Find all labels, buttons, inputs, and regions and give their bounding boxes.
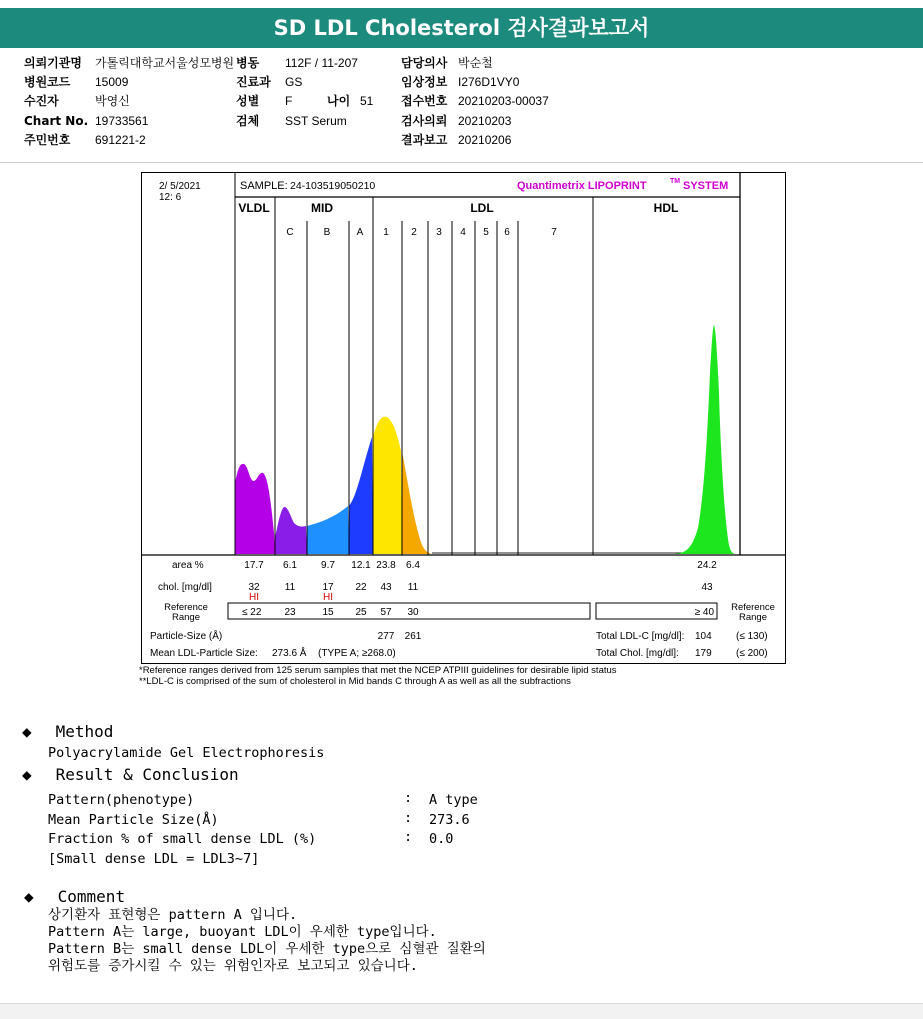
patient-name-label: 수진자 [24, 94, 59, 108]
sample-id: 24-103519050210 [290, 180, 376, 192]
lipoprint-report [141, 172, 786, 664]
result-label: Mean Particle Size(Å) [48, 812, 219, 828]
specimen-label: 검체 [236, 114, 260, 128]
age-value: 51 [360, 94, 374, 108]
band-6: 6 [504, 227, 510, 238]
report-title: SD LDL Cholesterol 검사결과보고서 [0, 8, 923, 48]
total-ldl-value: 104 [695, 631, 712, 642]
comment-line-3: Pattern B는 small dense LDL이 우세한 type으로 심혈관 질환의 [48, 941, 486, 957]
sample-label: SAMPLE: [240, 180, 288, 192]
total-chol-value: 179 [695, 648, 712, 659]
diamond-bullet-icon: ◆ [22, 765, 32, 784]
ldl1-peak [373, 417, 402, 554]
chol-c: 11 [284, 582, 296, 593]
comment-line-1: 상기환자 표현형은 pattern A 입니다. [48, 907, 298, 923]
group-hdl: HDL [653, 201, 679, 215]
ref-vldl: ≤ 22 [242, 607, 262, 618]
comment-title: Comment [57, 887, 126, 906]
band-3: 3 [436, 227, 442, 238]
mid-b-peak [307, 506, 349, 554]
divider [0, 162, 923, 163]
ref-label-right-2: Range [739, 612, 767, 623]
chol-vldl: 32 [248, 582, 260, 593]
total-chol-label: Total Chol. [mg/dl]: [596, 648, 679, 659]
patient-info [0, 54, 923, 154]
clinical-info-label: 임상정보 [401, 75, 448, 89]
method-heading [22, 722, 113, 741]
band-4: 4 [460, 227, 466, 238]
result-sep-3: : [404, 829, 413, 845]
chart-no-label: Chart No. [24, 114, 89, 128]
result-row-1 [48, 790, 194, 810]
result-sep-2: : [404, 810, 413, 826]
chol-a: 22 [355, 582, 367, 593]
result-value-2: 273.6 [429, 812, 470, 828]
request-date-label: 검사의뢰 [401, 114, 448, 128]
comment-heading [24, 887, 125, 906]
ref-b: 15 [322, 607, 334, 618]
area-l2: 6.4 [406, 560, 420, 571]
mid-a-peak [349, 437, 373, 554]
particle-label: Particle-Size (Å) [150, 631, 223, 642]
electrophoresis-chart [142, 173, 785, 663]
band-a: A [356, 227, 364, 238]
result-heading [22, 765, 239, 784]
area-hdl: 24.2 [697, 560, 717, 571]
ref-c: 23 [284, 607, 296, 618]
group-ldl: LDL [470, 201, 494, 215]
doctor-label: 담당의사 [401, 56, 448, 70]
ref-l1: 57 [380, 607, 392, 618]
band-7: 7 [551, 227, 557, 238]
sex-value: F [285, 94, 293, 108]
receipt-no-value: 20210203-00037 [458, 94, 549, 108]
flag-hi-b: HI [323, 592, 333, 603]
total-chol-ref: (≤ 200) [736, 648, 768, 659]
group-mid: MID [311, 201, 333, 215]
hdl-peak [674, 325, 737, 554]
ward-value: 112F / 11-207 [285, 56, 358, 70]
particle-l2: 261 [404, 631, 422, 642]
group-vldl: VLDL [238, 201, 270, 215]
result-note: [Small dense LDL = LDL3~7] [48, 851, 260, 867]
total-ldl-ref: (≤ 130) [736, 631, 768, 642]
area-label: area % [172, 560, 204, 571]
result-row-3 [48, 829, 316, 849]
sex-label: 성별 [236, 94, 260, 108]
band-2: 2 [411, 227, 417, 238]
chol-b: 17 [322, 582, 334, 593]
receipt-no-label: 접수번호 [401, 94, 448, 108]
vldl-peak [235, 464, 275, 554]
report-date-label: 결과보고 [401, 133, 448, 147]
result-label: Fraction % of small dense LDL (%) [48, 831, 317, 847]
band-5: 5 [483, 227, 489, 238]
hospital-code-label: 병원코드 [24, 75, 71, 89]
result-sep-1: : [404, 790, 413, 806]
chol-label: chol. [mg/dl] [158, 582, 212, 593]
footnote-1: *Reference ranges derived from 125 serum samples that met the NCEP ATPIII guidelines for desirable lipid status [139, 665, 617, 676]
hospital-code-value: 15009 [95, 75, 129, 89]
method-title: Method [55, 722, 114, 741]
page-footer [0, 1003, 923, 1019]
hospital-label: 의뢰기관명 [24, 56, 82, 70]
chol-l1: 43 [380, 582, 392, 593]
doctor-value: 박순철 [458, 56, 493, 70]
area-a: 12.1 [351, 560, 371, 571]
result-label: Pattern(phenotype) [48, 792, 195, 808]
band-1: 1 [383, 227, 389, 238]
request-date-value: 20210203 [458, 114, 512, 128]
mean-value: 273.6 Å [272, 648, 307, 659]
method-text: Polyacrylamide Gel Electrophoresis [48, 745, 325, 761]
resident-no-label: 주민번호 [24, 133, 71, 147]
result-value-1: A type [429, 792, 478, 808]
mid-c-peak [275, 507, 307, 554]
department-value: GS [285, 75, 303, 89]
mean-type: (TYPE A; ≥268.0) [318, 648, 396, 659]
footnotes [139, 665, 617, 687]
report-date: 2/ 5/2021 [159, 181, 201, 192]
comment-line-2: Pattern A는 large, buoyant LDL이 우세한 type입니다. [48, 924, 437, 940]
result-row-2 [48, 810, 219, 830]
area-vldl: 17.7 [244, 560, 264, 571]
ref-label-right-1: Reference [731, 602, 775, 613]
ref-hdl: ≥ 40 [694, 607, 714, 618]
area-c: 6.1 [283, 560, 297, 571]
chart-no-value: 19733561 [95, 114, 149, 128]
mean-label: Mean LDL-Particle Size: [150, 648, 258, 659]
result-title: Result & Conclusion [55, 765, 239, 784]
diamond-bullet-icon: ◆ [22, 722, 32, 741]
area-l1: 23.8 [376, 560, 396, 571]
ref-label-left-2: Range [172, 612, 200, 623]
brand-tm: TM [670, 178, 681, 185]
resident-no-value: 691221-2 [95, 133, 146, 147]
band-b: B [323, 227, 331, 238]
chol-l2: 11 [407, 582, 419, 593]
total-ldl-label: Total LDL-C [mg/dl]: [596, 631, 685, 642]
ref-label-left-1: Reference [164, 602, 208, 613]
ref-a: 25 [355, 607, 367, 618]
hospital-value: 가톨릭대학교서울성모병원 [95, 56, 235, 70]
flag-hi-vldl: HI [249, 592, 259, 603]
band-c: C [286, 227, 294, 238]
result-value-3: 0.0 [429, 831, 454, 847]
specimen-value: SST Serum [285, 114, 347, 128]
brand-name: Quantimetrix LIPOPRINT [517, 180, 647, 192]
area-b: 9.7 [321, 560, 335, 571]
ward-label: 병동 [236, 56, 260, 70]
footnote-2: **LDL-C is comprised of the sum of cholesterol in Mid bands C through A as well as all the subfractions [139, 676, 571, 687]
particle-l1: 277 [377, 631, 395, 642]
ref-l2: 30 [407, 607, 419, 618]
age-label: 나이 [327, 94, 351, 108]
chol-hdl: 43 [701, 582, 713, 593]
diamond-bullet-icon: ◆ [24, 887, 34, 906]
clinical-info-value: I276D1VY0 [458, 75, 520, 89]
department-label: 진료과 [236, 75, 271, 89]
brand-system: SYSTEM [683, 180, 729, 192]
report-date-value: 20210206 [458, 133, 512, 147]
report-time: 12: 6 [159, 192, 182, 203]
comment-line-4: 위험도를 증가시킬 수 있는 위험인자로 보고되고 있습니다. [48, 958, 418, 974]
patient-name-value: 박영신 [95, 94, 130, 108]
